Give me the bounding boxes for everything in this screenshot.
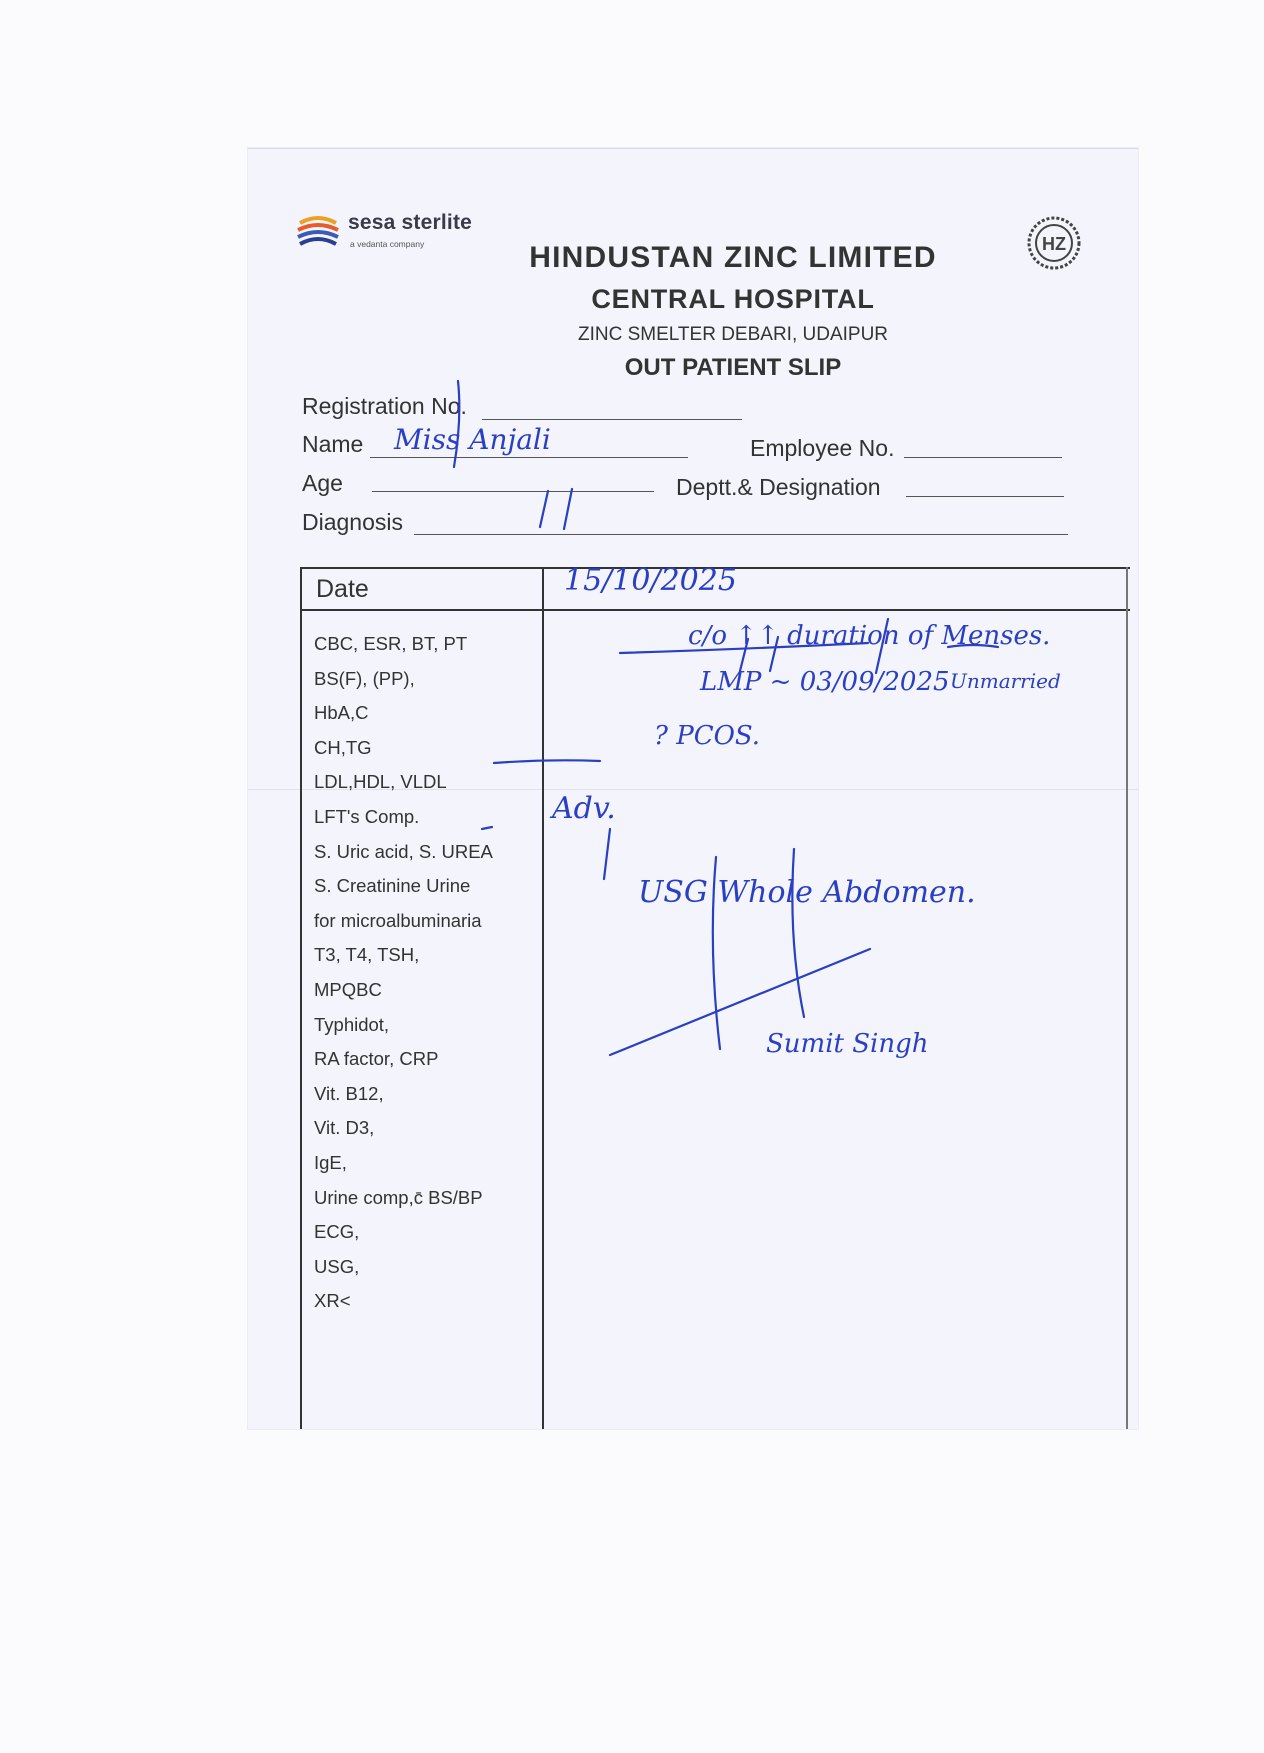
- date-value: 15/10/2025: [564, 563, 737, 598]
- test-item: IgE,: [314, 1151, 347, 1173]
- lmp-slash-2: [770, 637, 778, 671]
- advice-dash: [482, 827, 492, 829]
- date-label: Date: [316, 575, 369, 603]
- status-note: Unmarried: [950, 669, 1061, 693]
- test-item: CBC, ESR, BT, PT: [314, 633, 468, 654]
- signature-stroke-2: [792, 849, 804, 1017]
- brand-name: sesa sterlite: [348, 211, 473, 234]
- test-item: LFT's Comp.: [314, 805, 420, 827]
- lmp-note: LMP ~ 03/09/2025: [700, 667, 950, 697]
- advice-label: Adv.: [552, 791, 616, 826]
- employee-label: Employee No.: [750, 435, 895, 461]
- hospital-address: ZINC SMELTER DEBARI, UDAIPUR: [577, 324, 889, 345]
- status-underline: [948, 645, 998, 647]
- doctor-signature: Sumit Singh: [766, 1029, 929, 1059]
- signature-stroke-1: [713, 857, 720, 1049]
- age-ink-stroke: [454, 381, 459, 467]
- impression-note: ? PCOS.: [654, 721, 761, 751]
- test-item: BS(F), (PP),: [314, 667, 415, 689]
- test-item: LDL,HDL, VLDL: [314, 771, 447, 793]
- registration-label: Registration No.: [302, 393, 467, 419]
- complaint-note: c/o ↑↑ duration of Menses.: [688, 621, 1051, 651]
- test-item: Vit. B12,: [314, 1082, 384, 1104]
- test-item: Typhidot,: [314, 1013, 390, 1035]
- date-slash-2: [564, 489, 572, 529]
- test-item: S. Uric acid, S. UREA: [314, 840, 493, 862]
- test-item: CH,TG: [314, 736, 372, 758]
- test-item: Vit. D3,: [314, 1117, 375, 1139]
- test-item: Urine comp,c̄ BS/BP: [314, 1186, 483, 1208]
- slip-title: OUT PATIENT SLIP: [624, 354, 842, 381]
- test-item: HbA,C: [314, 702, 369, 724]
- date-slash-1: [540, 491, 548, 527]
- emblem-letters: HZ: [1042, 234, 1066, 254]
- outpatient-slip: [248, 148, 1138, 1429]
- lmp-slash-1: [740, 639, 748, 671]
- test-item: T3, T4, TSH,: [314, 944, 420, 966]
- advice-underline: [494, 760, 600, 763]
- usg-tail: [604, 829, 610, 879]
- name-label: Name: [302, 431, 364, 457]
- advice-note: USG Whole Abdomen.: [638, 875, 976, 910]
- test-item: ECG,: [314, 1221, 360, 1243]
- dept-label: Deptt.& Designation: [676, 474, 881, 500]
- test-item: S. Creatinine Urine: [314, 875, 471, 897]
- test-item: MPQBC: [314, 978, 382, 1000]
- diagnosis-label: Diagnosis: [302, 509, 403, 535]
- test-item: XR<: [314, 1290, 351, 1312]
- name-value: Miss Anjali: [394, 423, 551, 456]
- status-divider: [876, 619, 888, 673]
- test-item: RA factor, CRP: [314, 1048, 439, 1070]
- test-item: for microalbuminaria: [314, 909, 482, 931]
- company-name: HINDUSTAN ZINC LIMITED: [529, 241, 937, 274]
- brand-tagline: a vedanta company: [350, 239, 425, 249]
- hospital-name: CENTRAL HOSPITAL: [591, 284, 875, 314]
- age-label: Age: [302, 470, 343, 496]
- ink-strokes: [248, 149, 1138, 1429]
- signature-line: [610, 949, 870, 1055]
- test-item: USG,: [314, 1255, 360, 1277]
